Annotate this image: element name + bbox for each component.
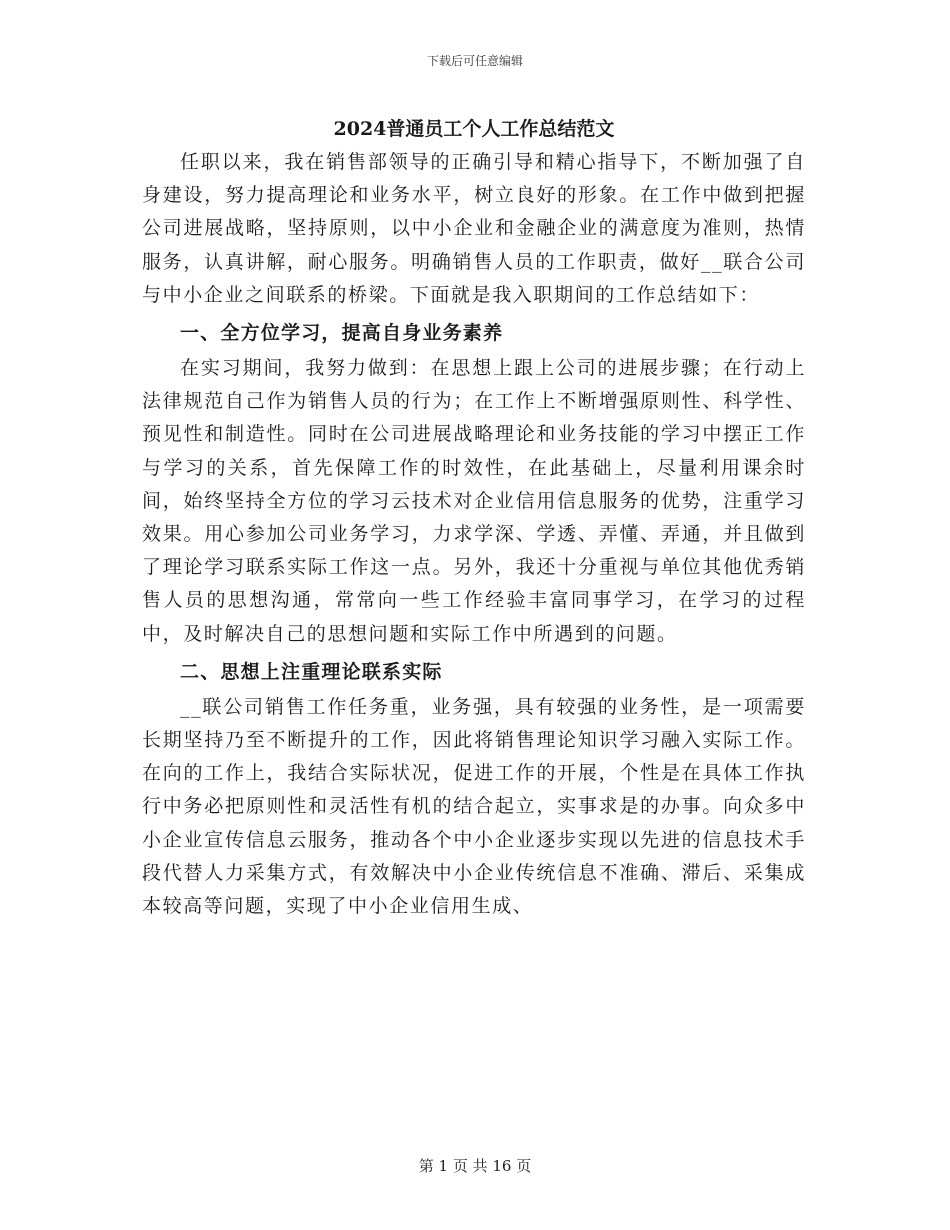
section-body-2: __联公司销售工作任务重，业务强，具有较强的业务性，是一项需要长期坚持乃至不断提升的工作，因此将销售理论知识学习融入实际工作。在向的工作上，我结合实际状况，促进工作的开展，个性是在具体工作执行中务必把原则性和灵活性有机的结合起立，实事求是的办事。向众多中小企业宣传信息云服务，推动各个中小企业逐步实现以先进的信息技术手段代替人力采集方式，有效解决中小企业传统信息不准确、滞后、采集成本较高等问题，实现了中小企业信用生成、 bbox=[142, 695, 806, 918]
section-body-1: 在实习期间，我努力做到：在思想上跟上公司的进展步骤；在行动上法律规范自己作为销售人员的行为；在工作上不断增强原则性、科学性、预见性和制造性。同时在公司进展战略理论和业务技能的学习中摆正工作与学习的关系，首先保障工作的时效性，在此基础上，尽量利用课余时间，始终坚持全方位的学习云技术对企业信用信息服务的优势，注重学习效果。用心参加公司业务学习，力求学深、学透、弄懂、弄通，并且做到了理论学习联系实际工作这一点。另外，我还十分重视与单位其他优秀销售人员的思想沟通，常常向一些工作经验丰富同事学习，在学习的过程中，及时解决自己的思想问题和实际工作中所遇到的问题。 bbox=[142, 357, 806, 645]
document-body bbox=[142, 114, 806, 923]
page-number: 第 1 页 共 16 页 bbox=[418, 1157, 532, 1175]
page-header-note: 下载后可任意编辑 bbox=[426, 54, 523, 68]
intro-paragraph: 任职以来，我在销售部领导的正确引导和精心指导下，不断加强了自身建设，努力提高理论和业务水平，树立良好的形象。在工作中做到把握公司进展战略，坚持原则，以中小企业和金融企业的满意度为准则，热情服务，认真讲解，耐心服务。明确销售人员的工作职责，做好__联合公司与中小企业之间联系的桥梁。下面就是我入职期间的工作总结如下： bbox=[142, 151, 806, 306]
section-heading-1: 一、全方位学习，提高自身业务素养 bbox=[180, 322, 504, 345]
document-title: 2024普通员工个人工作总结范文 bbox=[333, 118, 615, 140]
section-heading-2: 二、思想上注重理论联系实际 bbox=[180, 660, 443, 683]
